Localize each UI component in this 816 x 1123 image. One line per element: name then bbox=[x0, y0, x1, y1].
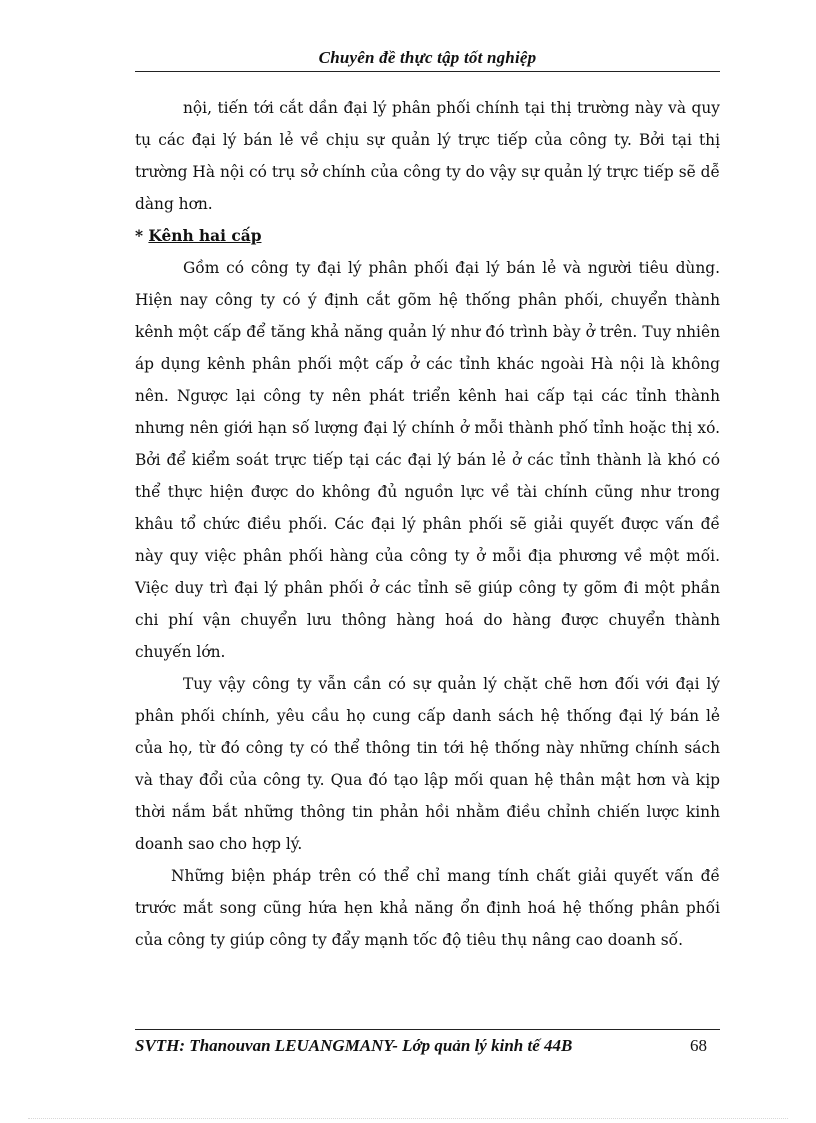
page-header-title: Chuyên đề thực tập tốt nghiệp bbox=[318, 48, 537, 67]
paragraph-four: Những biện pháp trên có thể chỉ mang tính chất giải quyết vấn đề trước mắt song cũng hứa hẹn khả năng ổn định hoá hệ thống phân phối của công ty giúp công ty đẩy mạnh tốc độ tiêu thụ nâng cao doanh số. bbox=[135, 867, 720, 949]
heading-label: Kênh hai cấp bbox=[148, 227, 262, 245]
section-heading bbox=[135, 220, 720, 252]
footer-divider bbox=[135, 1029, 720, 1030]
paragraph-two: Gồm có công ty đại lý phân phối đại lý bán lẻ và người tiêu dùng. Hiện nay công ty có ý định cắt gõm hệ thống phân phối, chuyển thành kênh một cấp để tăng khả năng quản lý như đó trình bày ở trên. Tuy nhiên áp dụng kênh phân phối một cấp ở các tỉnh khác ngoài Hà nội là không nên. Ngược lại công ty nên phát triển kênh hai cấp tại các tỉnh thành nhưng nên giới hạn số lượng đại lý chính ở mỗi thành phố tỉnh hoặc thị xó. Bởi để kiểm soát trực tiếp tại các đại lý bán lẻ ở các tỉnh thành là khó có thể thực hiện được do không đủ nguồn lực về tài chính cũng như trong khâu tổ chức điều phối. Các đại lý phân phối sẽ giải quyết được vấn đề này quy việc phân phối hàng của công ty ở mỗi địa phương về một mối. Việc duy trì đại lý phân phối ở các tỉnh sẽ giúp công ty gõm đi một phần chi phí vận chuyển lưu thông hàng hoá do hàng được chuyển thành chuyến lớn. bbox=[135, 259, 720, 661]
page-number: 68 bbox=[690, 1036, 707, 1055]
heading-bullet: * bbox=[135, 227, 149, 245]
document-body bbox=[135, 92, 720, 956]
page-frame-edge bbox=[28, 1118, 788, 1119]
paragraph-intro: nội, tiến tới cắt dần đại lý phân phối chính tại thị trường này và quy tụ các đại lý bán lẻ về chịu sự quản lý trực tiếp của công ty. Bởi tại thị trường Hà nội có trụ sở chính của công ty do vậy sự quản lý trực tiếp sẽ dễ dàng hơn. bbox=[135, 99, 720, 213]
paragraph-three: Tuy vậy công ty vẫn cần có sự quản lý chặt chẽ hơn đối với đại lý phân phối chính, yêu cầu họ cung cấp danh sách hệ thống đại lý bán lẻ của họ, từ đó công ty có thể thông tin tới hệ thống này những chính sách và thay đổi của công ty. Qua đó tạo lập mối quan hệ thân mật hơn và kịp thời nắm bắt những thông tin phản hồi nhằm điều chỉnh chiến lược kinh doanh sao cho hợp lý. bbox=[135, 675, 720, 853]
header-divider bbox=[135, 71, 720, 72]
footer-author-line: SVTH: Thanouvan LEUANGMANY- Lớp quản lý kinh tế 44B bbox=[135, 1036, 573, 1055]
